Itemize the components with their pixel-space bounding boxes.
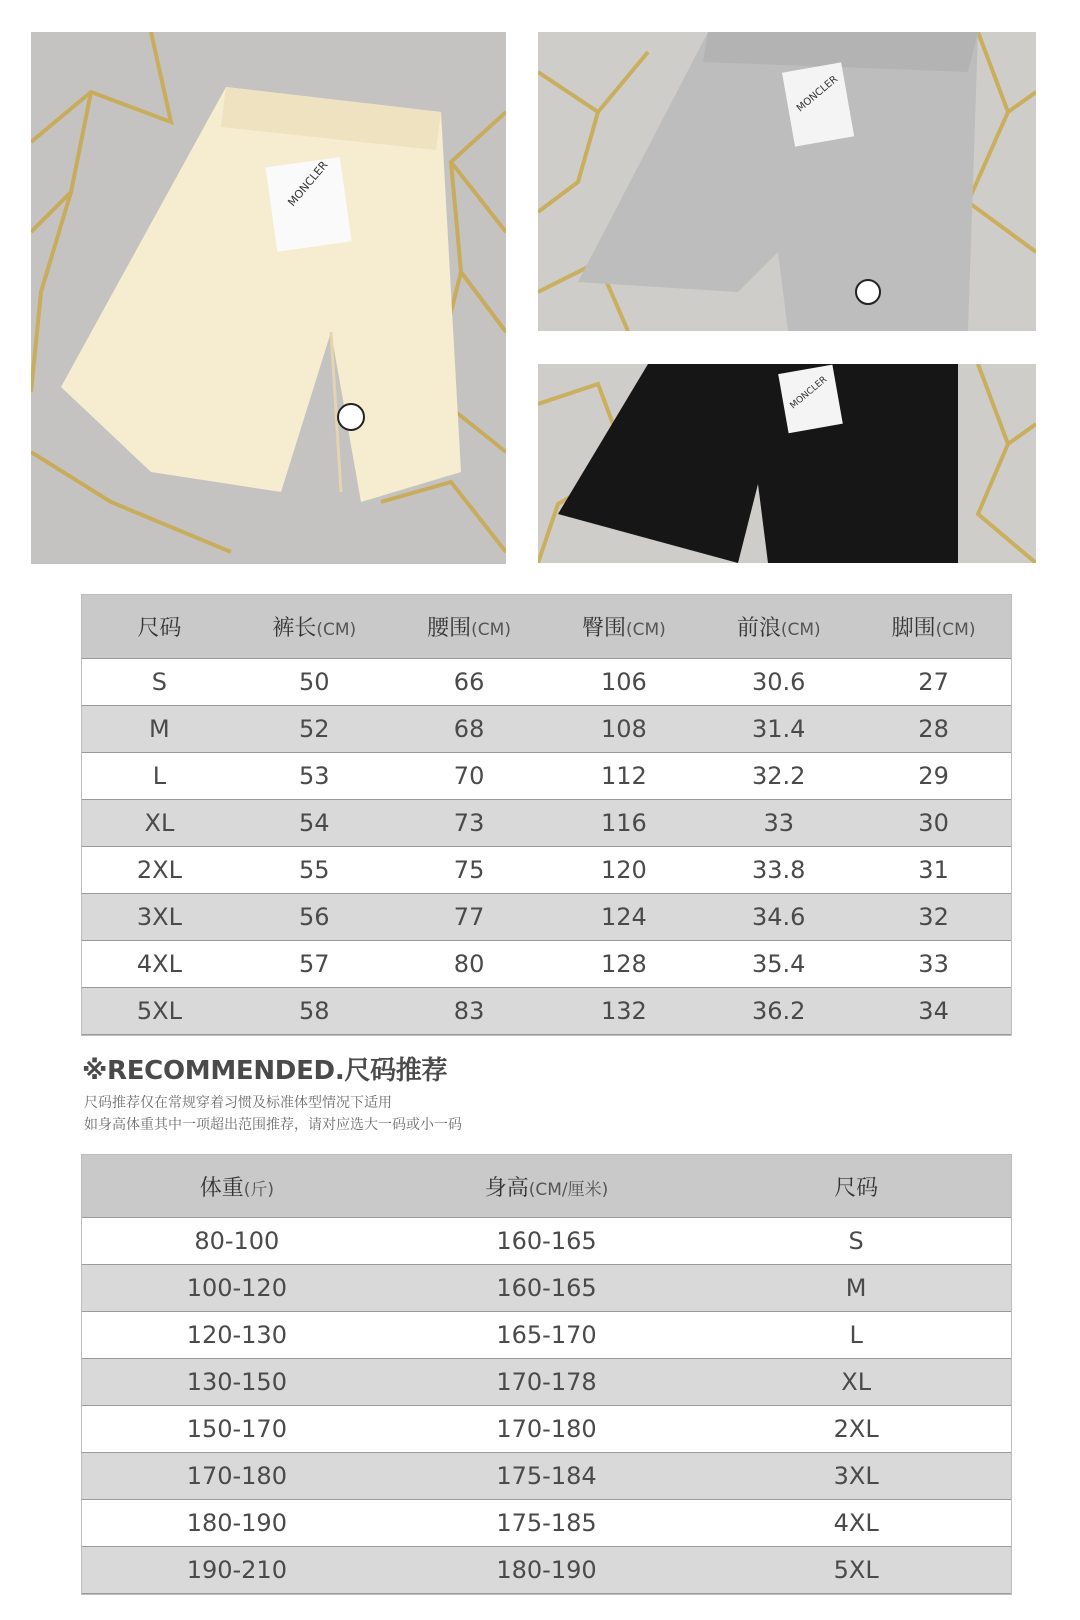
table-cell: 100-120 [82, 1265, 392, 1312]
table-cell: 57 [237, 941, 392, 988]
table-cell: 132 [546, 988, 701, 1035]
product-photo-black-shorts [538, 364, 1036, 563]
table-row [82, 847, 1011, 894]
header-leg-opening: 脚围(CM) [856, 595, 1011, 659]
table-cell: 31 [856, 847, 1011, 894]
table-cell: M [82, 706, 237, 753]
table-cell: 120 [546, 847, 701, 894]
header-size: 尺码 [82, 595, 237, 659]
table-cell: 56 [237, 894, 392, 941]
table-cell: 130-150 [82, 1359, 392, 1406]
table-cell: 180-190 [82, 1500, 392, 1547]
table-row [82, 1547, 1011, 1594]
table-row [82, 1406, 1011, 1453]
table-row [82, 1265, 1011, 1312]
table-cell: 34.6 [701, 894, 856, 941]
table-row [82, 894, 1011, 941]
table-cell: 5XL [701, 1547, 1011, 1594]
table-cell: 68 [392, 706, 547, 753]
table-cell: 28 [856, 706, 1011, 753]
table-cell: XL [701, 1359, 1011, 1406]
table-row [82, 941, 1011, 988]
table-cell: 160-165 [392, 1218, 702, 1265]
table-cell: 31.4 [701, 706, 856, 753]
table-row [82, 1312, 1011, 1359]
header-height: 身高(CM/厘米) [392, 1155, 702, 1218]
table-cell: 3XL [701, 1453, 1011, 1500]
table-cell: 55 [237, 847, 392, 894]
table-cell: 70 [392, 753, 547, 800]
svg-text:MONCLER: MONCLER [285, 158, 331, 209]
table-cell: 112 [546, 753, 701, 800]
header-length: 裤长(CM) [237, 595, 392, 659]
table-cell: 175-184 [392, 1453, 702, 1500]
header-waist: 腰围(CM) [392, 595, 547, 659]
recommended-note-2: 如身高体重其中一项超出范围推荐，请对应选大一码或小一码 [84, 1117, 462, 1133]
size-chart-header [82, 595, 1011, 659]
table-cell: 30.6 [701, 659, 856, 706]
hang-tag [266, 157, 352, 252]
table-cell: 2XL [701, 1406, 1011, 1453]
header-weight: 体重(斤) [82, 1155, 392, 1218]
table-cell: 180-190 [392, 1547, 702, 1594]
table-cell: 108 [546, 706, 701, 753]
table-cell: 170-180 [392, 1406, 702, 1453]
size-chart-table [82, 595, 1011, 1035]
table-cell: 80 [392, 941, 547, 988]
table-cell: 73 [392, 800, 547, 847]
table-cell: 75 [392, 847, 547, 894]
table-cell: 116 [546, 800, 701, 847]
table-cell: 58 [237, 988, 392, 1035]
table-row [82, 800, 1011, 847]
header-hip: 臀围(CM) [546, 595, 701, 659]
table-cell: M [701, 1265, 1011, 1312]
recommended-header [82, 1155, 1011, 1218]
table-row [82, 1453, 1011, 1500]
table-cell: 106 [546, 659, 701, 706]
table-cell: 190-210 [82, 1547, 392, 1594]
table-cell: 150-170 [82, 1406, 392, 1453]
table-cell: 128 [546, 941, 701, 988]
product-photo-grey-shorts [538, 32, 1036, 331]
table-row [82, 1218, 1011, 1265]
table-row [82, 753, 1011, 800]
table-cell: 2XL [82, 847, 237, 894]
product-photo-cream-shorts [31, 32, 506, 564]
table-cell: 83 [392, 988, 547, 1035]
table-row [82, 1359, 1011, 1406]
svg-text:MONCLER: MONCLER [788, 374, 830, 412]
table-row [82, 988, 1011, 1035]
table-cell: 33 [701, 800, 856, 847]
recommended-title: ※RECOMMENDED.尺码推荐 [82, 1056, 448, 1086]
table-cell: 29 [856, 753, 1011, 800]
svg-text:MONCLER: MONCLER [794, 73, 841, 115]
table-cell: 52 [237, 706, 392, 753]
recommended-note-1: 尺码推荐仅在常规穿着习惯及标准体型情况下适用 [84, 1095, 392, 1111]
table-cell: 5XL [82, 988, 237, 1035]
table-cell: 170-178 [392, 1359, 702, 1406]
header-rec-size: 尺码 [701, 1155, 1011, 1218]
table-row [82, 1500, 1011, 1547]
table-cell: 77 [392, 894, 547, 941]
table-cell: 34 [856, 988, 1011, 1035]
table-cell: 54 [237, 800, 392, 847]
table-cell: 120-130 [82, 1312, 392, 1359]
table-cell: S [701, 1218, 1011, 1265]
table-cell: 4XL [701, 1500, 1011, 1547]
table-cell: 124 [546, 894, 701, 941]
table-cell: 33.8 [701, 847, 856, 894]
table-cell: 32.2 [701, 753, 856, 800]
table-row [82, 706, 1011, 753]
header-front-rise: 前浪(CM) [701, 595, 856, 659]
table-cell: 175-185 [392, 1500, 702, 1547]
table-cell: 27 [856, 659, 1011, 706]
recommended-size-table [82, 1155, 1011, 1594]
table-cell: 30 [856, 800, 1011, 847]
table-cell: 35.4 [701, 941, 856, 988]
table-cell: 33 [856, 941, 1011, 988]
table-cell: 3XL [82, 894, 237, 941]
table-cell: L [701, 1312, 1011, 1359]
table-cell: 165-170 [392, 1312, 702, 1359]
table-cell: 4XL [82, 941, 237, 988]
table-cell: 80-100 [82, 1218, 392, 1265]
table-cell: 32 [856, 894, 1011, 941]
table-cell: L [82, 753, 237, 800]
table-cell: 160-165 [392, 1265, 702, 1312]
table-cell: 170-180 [82, 1453, 392, 1500]
table-cell: S [82, 659, 237, 706]
table-cell: 66 [392, 659, 547, 706]
table-cell: 53 [237, 753, 392, 800]
table-cell: XL [82, 800, 237, 847]
table-cell: 50 [237, 659, 392, 706]
table-row [82, 659, 1011, 706]
table-cell: 36.2 [701, 988, 856, 1035]
